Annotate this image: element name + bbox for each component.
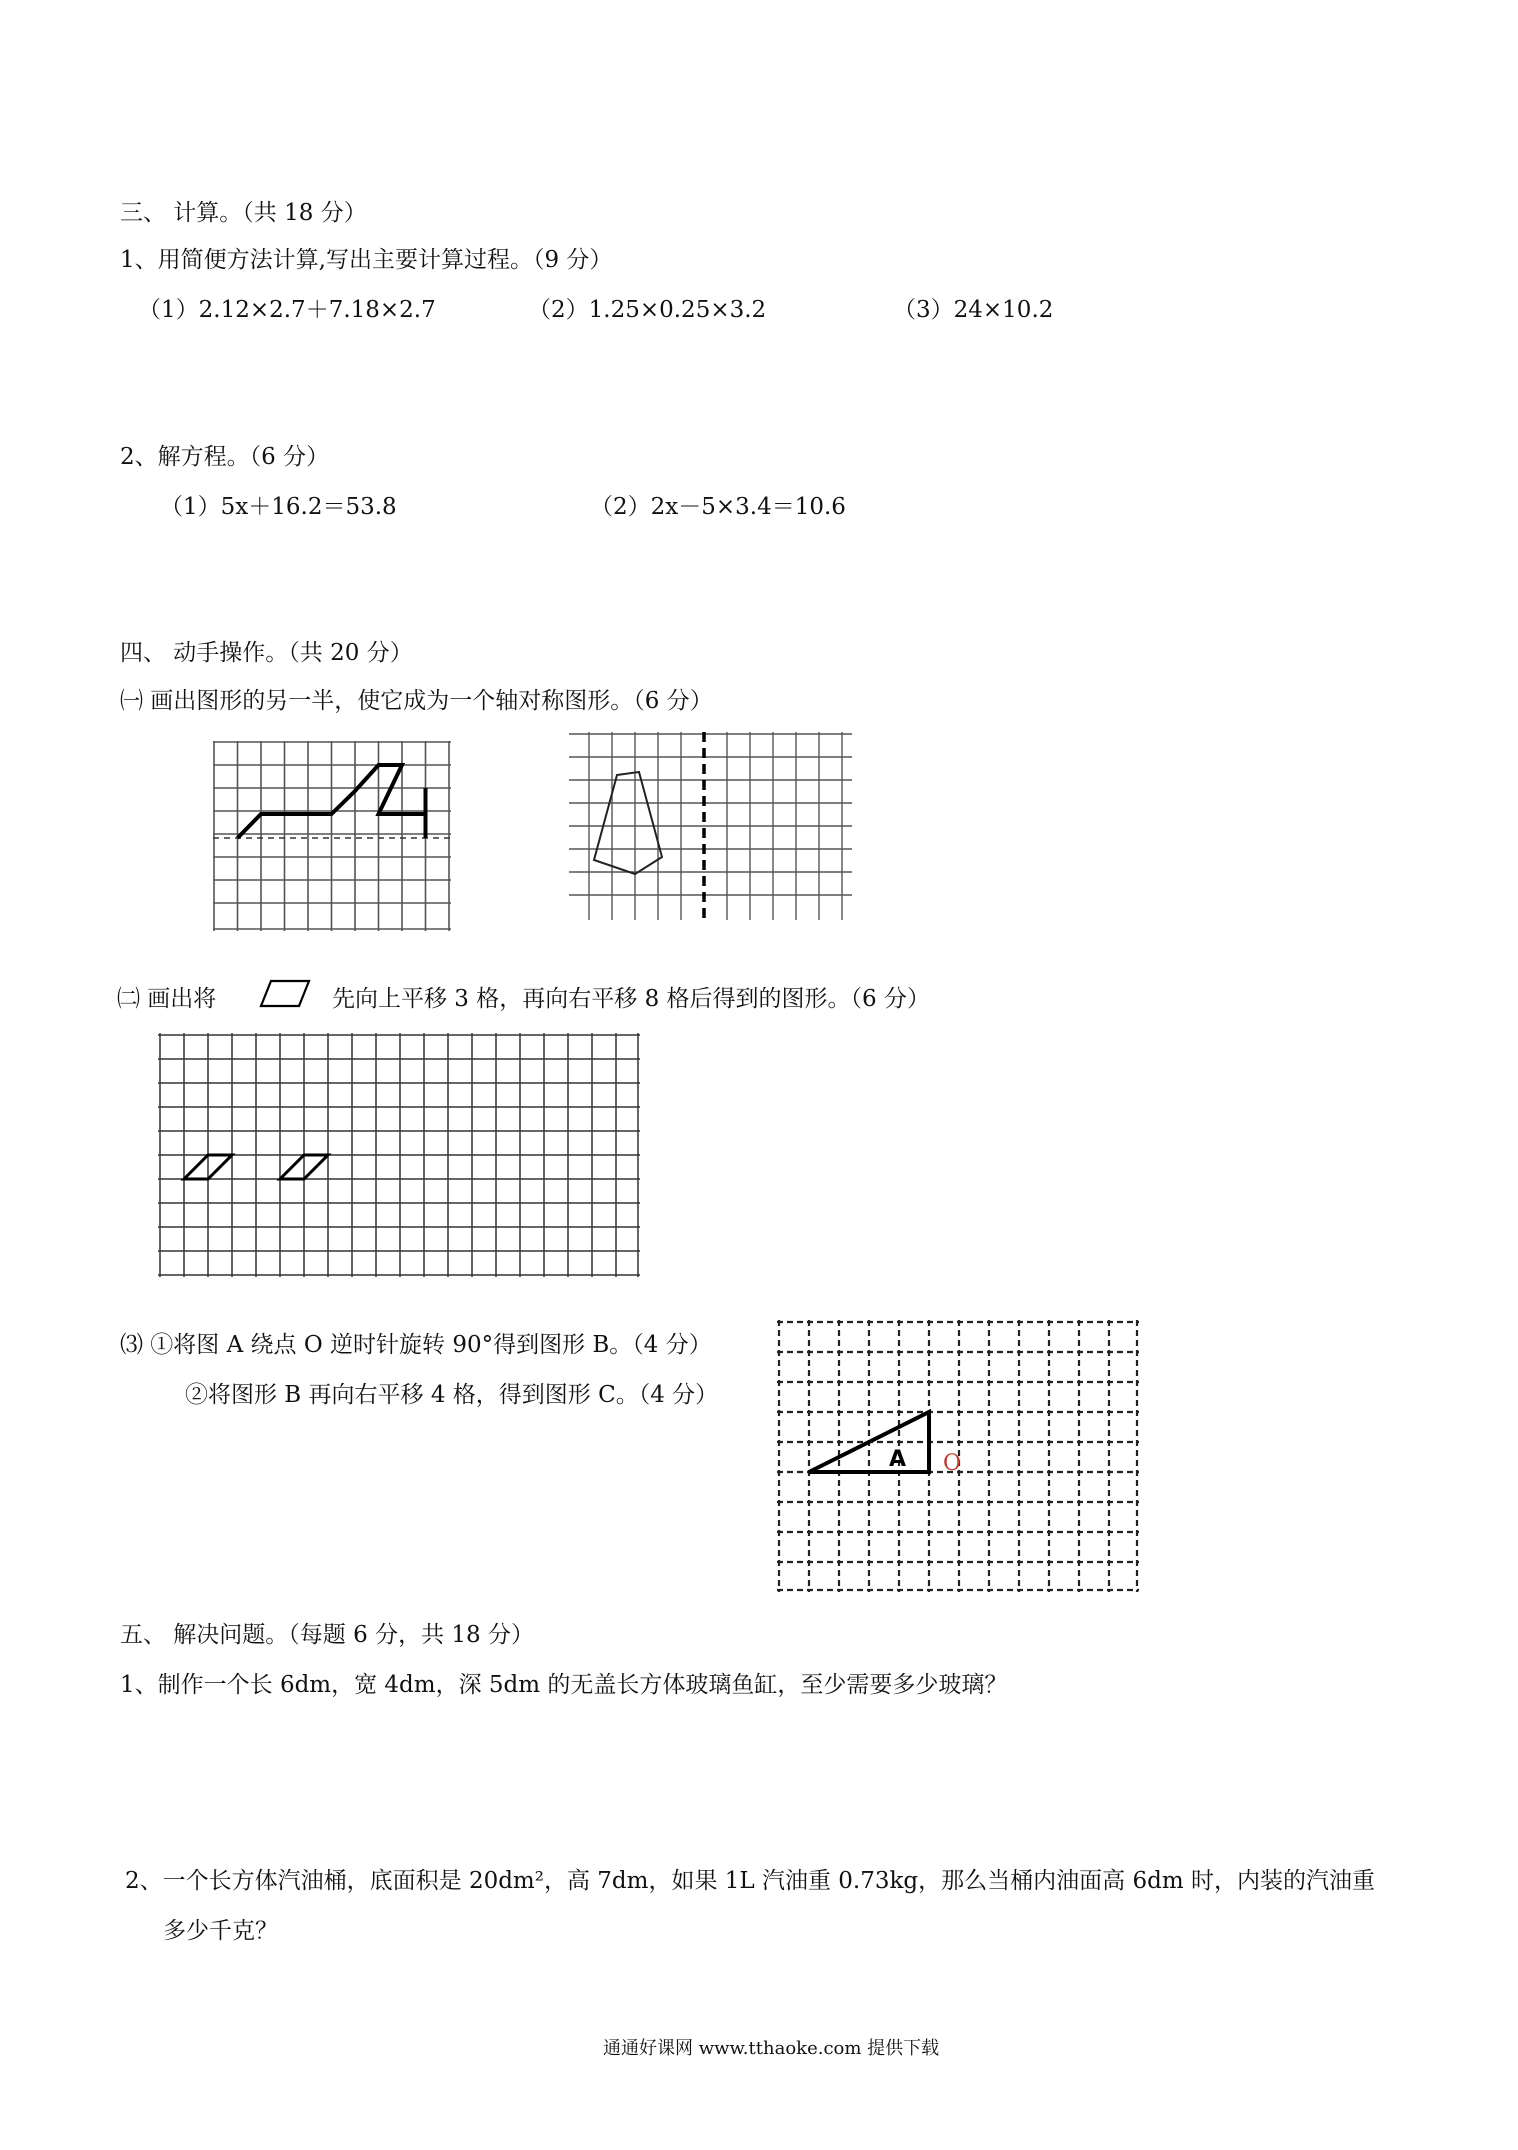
section-3-q1-prompt: 1、用简便方法计算,写出主要计算过程。（9 分） (120, 247, 613, 273)
section-3-q2-prompt: 2、解方程。（6 分） (120, 444, 330, 470)
equation-item-2: （2）2x－5×3.4＝10.6 (590, 494, 846, 520)
calc-item-3: （3）24×10.2 (893, 297, 1054, 323)
section-4-part-3-line-1: ⑶ ①将图 A 绕点 O 逆时针旋转 90°得到图形 B。（4 分） (120, 1332, 712, 1358)
section-5-heading: 五、 解决问题。（每题 6 分，共 18 分） (120, 1622, 534, 1648)
calc-item-1: （1）2.12×2.7＋7.18×2.7 (138, 297, 436, 323)
symmetry-grid-figure-2 (569, 732, 852, 920)
symmetry-grid-figure-1 (213, 741, 451, 931)
translation-grid-figure (158, 1033, 640, 1277)
section-4-part-2-prefix: ㈡ 画出将 (117, 986, 217, 1012)
section-5-q1: 1、制作一个长 6dm，宽 4dm，深 5dm 的无盖长方体玻璃鱼缸，至少需要多少玻璃？ (120, 1672, 1008, 1698)
equation-item-1: （1）5x＋16.2＝53.8 (160, 494, 397, 520)
footer-credit: 通通好课网 www.tthaoke.com 提供下载 (603, 2038, 940, 2059)
section-3-heading: 三、 计算。（共 18 分） (120, 200, 367, 226)
triangle-label: A (889, 1447, 907, 1472)
section-4-part-1: ㈠ 画出图形的另一半，使它成为一个轴对称图形。（6 分） (120, 688, 713, 714)
section-4-part-2-suffix: 先向上平移 3 格，再向右平移 8 格后得到的图形。（6 分） (332, 986, 930, 1012)
section-5-q2-line-1: 2、一个长方体汽油桶，底面积是 20dm²，高 7dm，如果 1L 汽油重 0.73kg，那么当桶内油面高 6dm 时，内装的汽油重 (125, 1868, 1375, 1894)
parallelogram-icon (255, 978, 315, 1010)
point-o-label: O (943, 1451, 962, 1476)
rotation-grid-figure (777, 1320, 1139, 1592)
section-4-part-3-line-2: ②将图形 B 再向右平移 4 格，得到图形 C。（4 分） (185, 1382, 719, 1408)
calc-item-2: （2）1.25×0.25×3.2 (528, 297, 767, 323)
section-5-q2-line-2: 多少千克？ (163, 1918, 278, 1944)
section-4-heading: 四、 动手操作。（共 20 分） (120, 640, 413, 666)
